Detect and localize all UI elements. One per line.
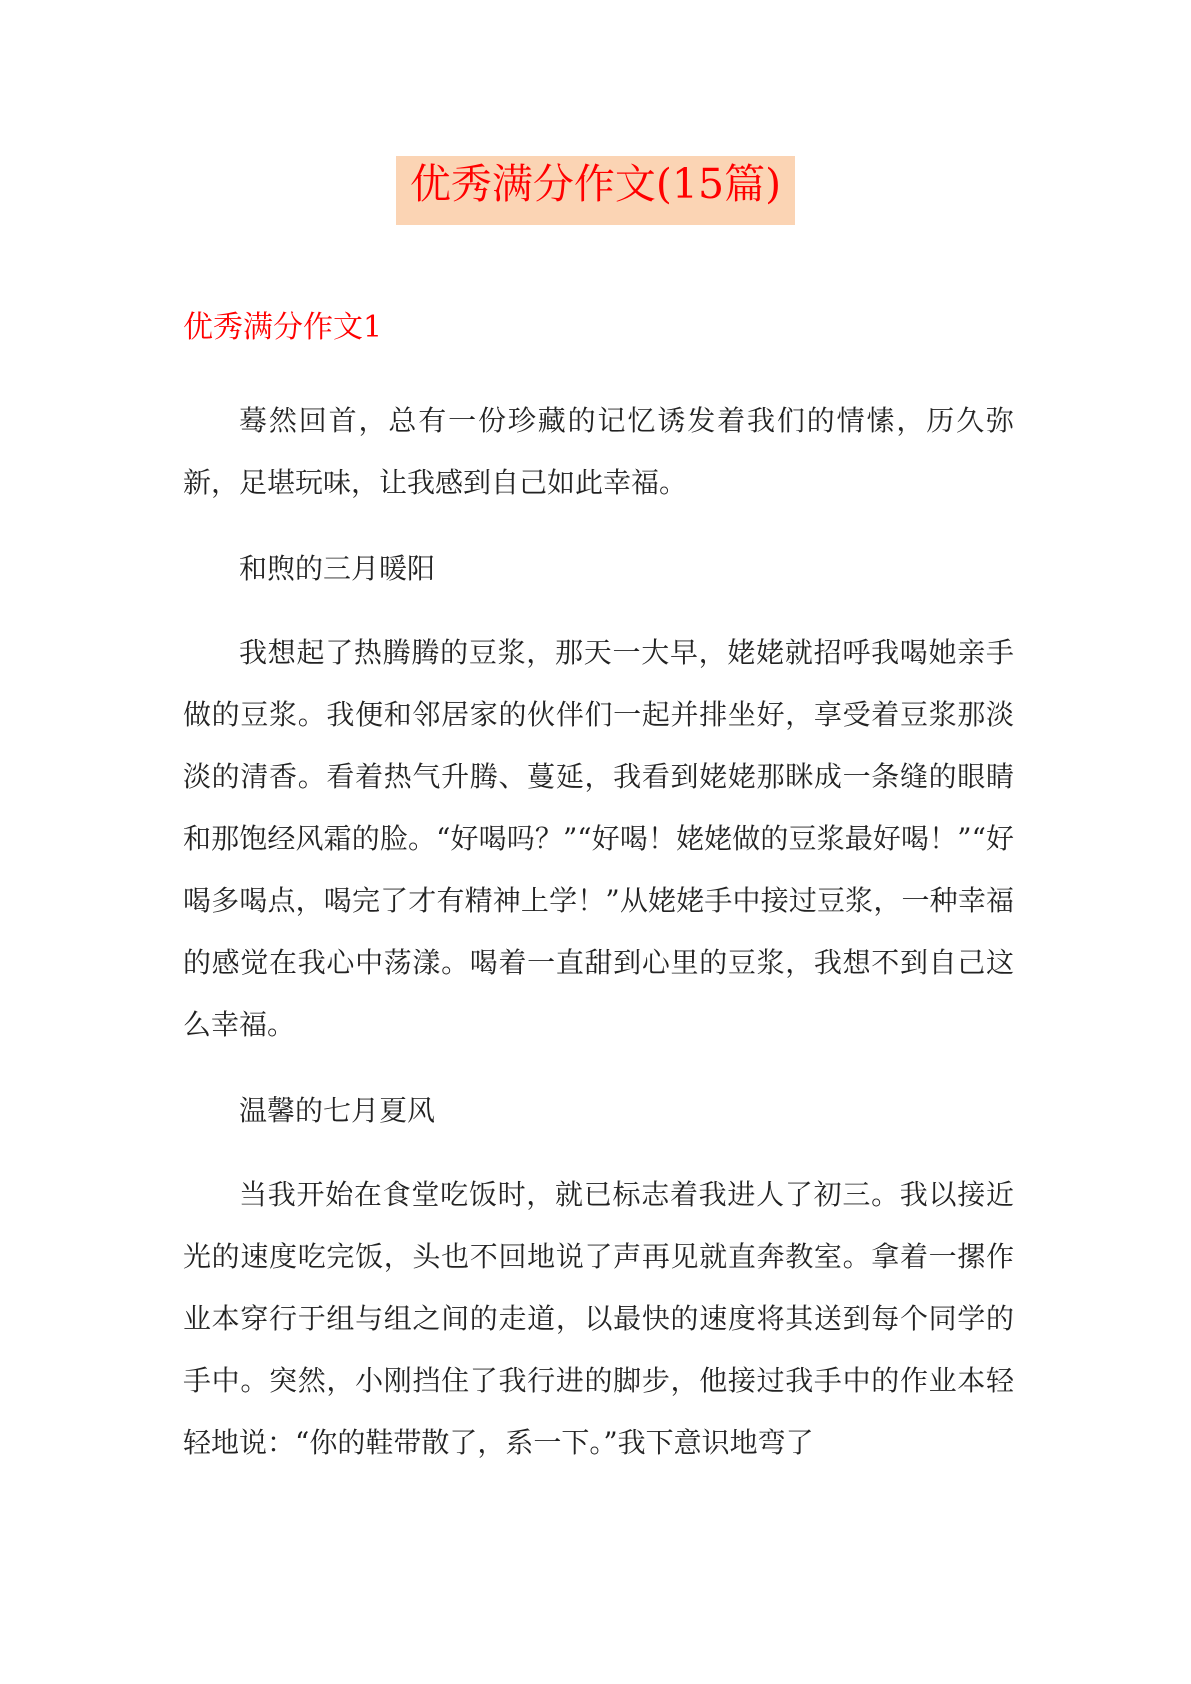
- section-heading: 优秀满分作文1: [183, 310, 383, 345]
- paragraph-intro: 蓦然回首，总有一份珍藏的记忆诱发着我们的情愫，历久弥新，足堪玩味，让我感到自己如此幸福。: [183, 404, 1014, 499]
- subheading-march: 和煦的三月暖阳: [239, 552, 436, 585]
- title-container: [0, 156, 1191, 225]
- subheading-july: 温馨的七月夏风: [239, 1094, 436, 1127]
- essay-body: [183, 390, 1014, 1498]
- paragraph-soy-milk: 我想起了热腾腾的豆浆，那天一大早，姥姥就招呼我喝她亲手做的豆浆。我便和邻居家的伙伴们一起并排坐好，享受着豆浆那淡淡的清香。看着热气升腾、蔓延，我看到姥姥那眯成一条缝的眼睛和那饱经风霜的脸。“好喝吗？”“好喝！姥姥做的豆浆最好喝！”“好喝多喝点，喝完了才有精神上学！”从姥姥手中接过豆浆，一种幸福的感觉在我心中荡漾。喝着一直甜到心里的豆浆，我想不到自己这么幸福。: [183, 636, 1014, 1041]
- paragraph-canteen: 当我开始在食堂吃饭时，就已标志着我进人了初三。我以接近光的速度吃完饭，头也不回地说了声再见就直奔教室。拿着一摞作业本穿行于组与组之间的走道，以最快的速度将其送到每个同学的手中。突然，小刚挡住了我行进的脚步，他接过我手中的作业本轻轻地说：“你的鞋带散了，系一下。”我下意识地弯了: [183, 1178, 1014, 1459]
- document-title: 优秀满分作文(15篇): [396, 156, 795, 225]
